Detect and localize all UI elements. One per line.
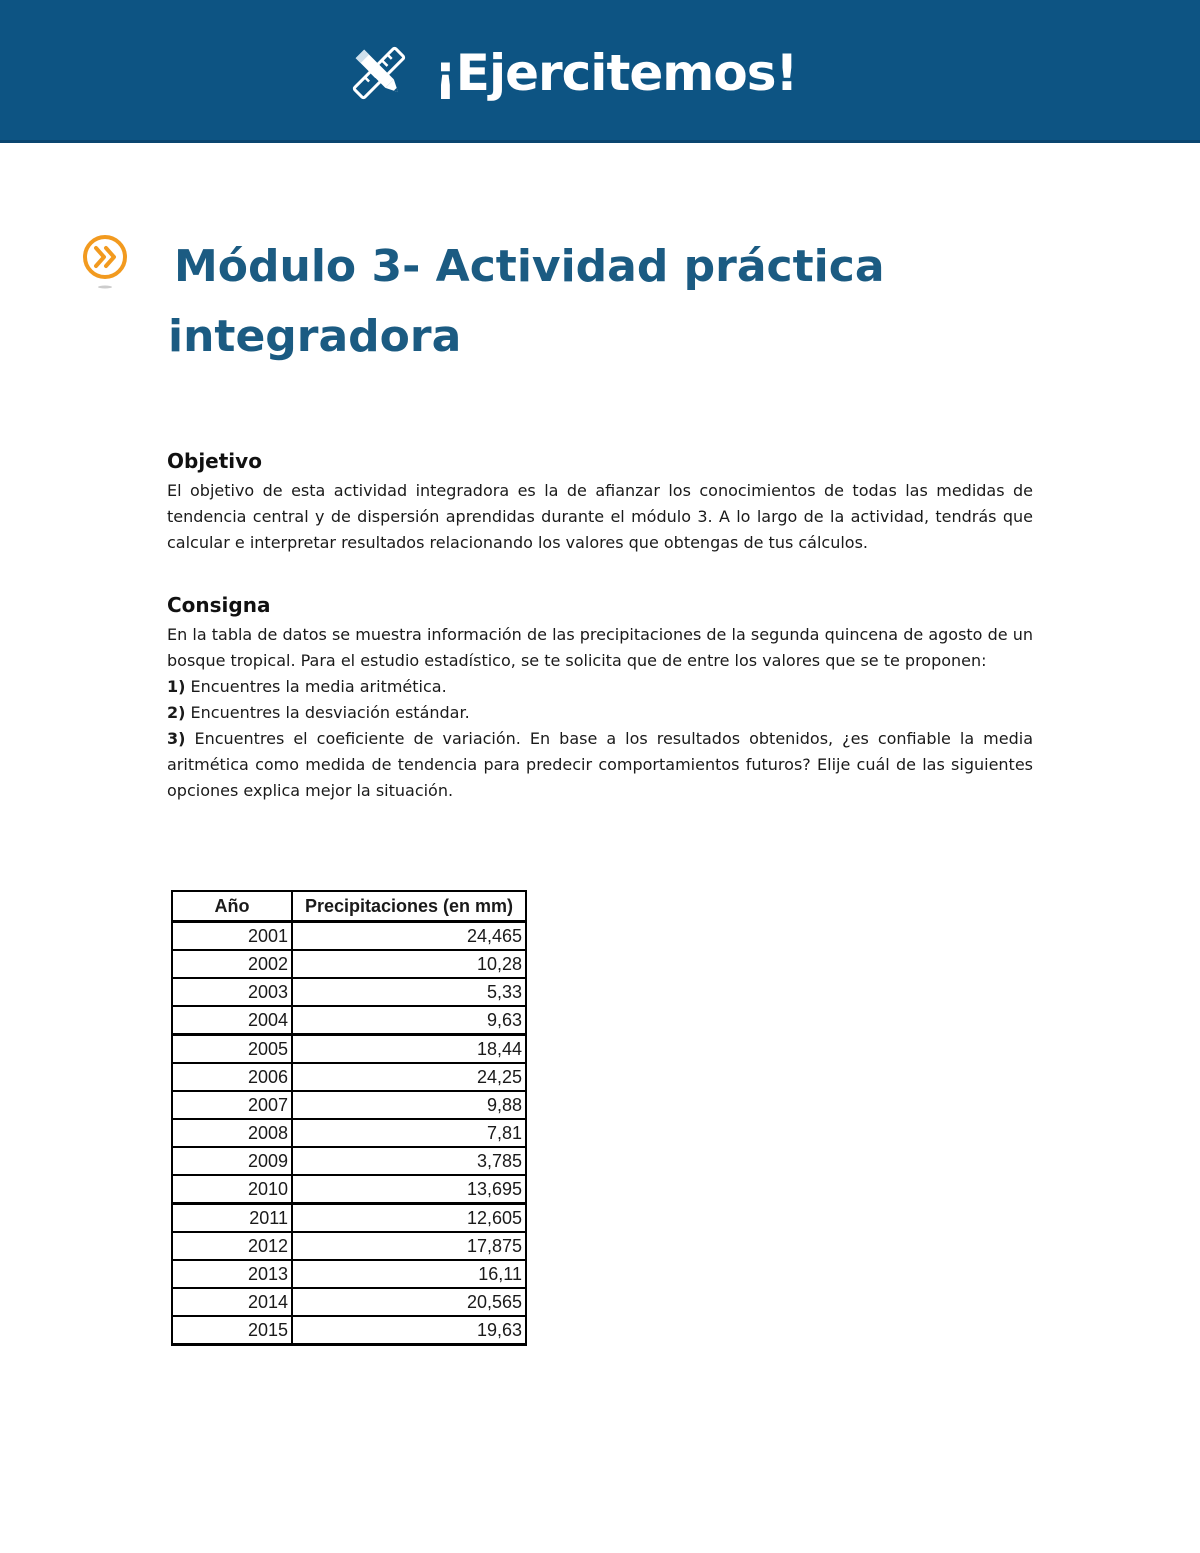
consigna-heading: Consigna	[167, 593, 271, 617]
header-banner	[0, 0, 1200, 143]
table-row	[172, 1316, 526, 1345]
column-header-precipitation: Precipitaciones (en mm)	[292, 891, 526, 922]
table-row	[172, 1119, 526, 1147]
table-row	[172, 1232, 526, 1260]
table-row	[172, 1091, 526, 1119]
precipitation-cell: 18,44	[292, 1035, 526, 1064]
precipitation-cell: 7,81	[292, 1119, 526, 1147]
table-row	[172, 950, 526, 978]
precipitation-cell: 13,695	[292, 1175, 526, 1204]
year-cell: 2007	[172, 1091, 292, 1119]
pencil-ruler-icon	[348, 42, 410, 104]
double-chevron-right-icon	[80, 232, 132, 292]
table-row	[172, 1035, 526, 1064]
consigna-item-3-text: Encuentres el coeficiente de variación. En base a los resultados obtenidos, ¿es confiable la media aritmética como medida de tendencia para predecir comportamientos futuros? Elije cuál de las siguientes opciones explica mejor la situación.	[167, 729, 1033, 800]
consigna-item-1-text: Encuentres la media aritmética.	[185, 677, 447, 696]
precipitation-table	[171, 890, 527, 1346]
year-cell: 2005	[172, 1035, 292, 1064]
year-cell: 2004	[172, 1006, 292, 1035]
precipitation-cell: 24,25	[292, 1063, 526, 1091]
year-cell: 2006	[172, 1063, 292, 1091]
precipitation-cell: 3,785	[292, 1147, 526, 1175]
precipitation-cell: 10,28	[292, 950, 526, 978]
consigna-item-1	[167, 674, 1033, 700]
objetivo-section	[167, 448, 1033, 556]
column-header-year: Año	[172, 891, 292, 922]
consigna-item-3-number: 3)	[167, 729, 186, 748]
table-row	[172, 1288, 526, 1316]
table-row	[172, 1006, 526, 1035]
consigna-item-1-number: 1)	[167, 677, 186, 696]
page-title	[168, 232, 1068, 372]
consigna-item-2-text: Encuentres la desviación estándar.	[185, 703, 470, 722]
table-row	[172, 1175, 526, 1204]
banner-content	[348, 38, 797, 108]
objetivo-text: El objetivo de esta actividad integradora es la de afianzar los conocimientos de todas las medidas de tendencia central y de dispersión aprendidas durante el módulo 3. A lo largo de la actividad, tendrás que calcular e interpretar resultados relacionando los valores que obtengas de tus cálculos.	[167, 481, 1033, 552]
precipitation-cell: 24,465	[292, 922, 526, 951]
precipitation-cell: 9,88	[292, 1091, 526, 1119]
year-cell: 2010	[172, 1175, 292, 1204]
year-cell: 2015	[172, 1316, 292, 1345]
precipitation-cell: 9,63	[292, 1006, 526, 1035]
year-cell: 2009	[172, 1147, 292, 1175]
precipitation-cell: 16,11	[292, 1260, 526, 1288]
table-header-row	[172, 891, 526, 922]
precipitation-cell: 5,33	[292, 978, 526, 1006]
precipitation-cell: 19,63	[292, 1316, 526, 1345]
table-row	[172, 1147, 526, 1175]
table-row	[172, 1204, 526, 1233]
precipitation-cell: 20,565	[292, 1288, 526, 1316]
consigna-item-3	[167, 726, 1033, 804]
consigna-item-2-number: 2)	[167, 703, 186, 722]
table-row	[172, 1063, 526, 1091]
consigna-item-2	[167, 700, 1033, 726]
year-cell: 2011	[172, 1204, 292, 1233]
year-cell: 2013	[172, 1260, 292, 1288]
banner-title: ¡Ejercitemos!	[434, 44, 798, 102]
year-cell: 2014	[172, 1288, 292, 1316]
table-row	[172, 1260, 526, 1288]
year-cell: 2001	[172, 922, 292, 951]
year-cell: 2003	[172, 978, 292, 1006]
page-title-line-2: integradora	[168, 311, 462, 362]
consigna-section	[167, 592, 1033, 804]
year-cell: 2008	[172, 1119, 292, 1147]
page-title-line-1: Módulo 3- Actividad práctica	[174, 241, 885, 292]
objetivo-heading: Objetivo	[167, 449, 262, 473]
precipitation-cell: 17,875	[292, 1232, 526, 1260]
consigna-intro: En la tabla de datos se muestra información de las precipitaciones de la segunda quincena de agosto de un bosque tropical. Para el estudio estadístico, se te solicita que de entre los valores que se te proponen:	[167, 625, 1033, 670]
table-row	[172, 978, 526, 1006]
year-cell: 2002	[172, 950, 292, 978]
precipitation-cell: 12,605	[292, 1204, 526, 1233]
table-row	[172, 922, 526, 951]
year-cell: 2012	[172, 1232, 292, 1260]
